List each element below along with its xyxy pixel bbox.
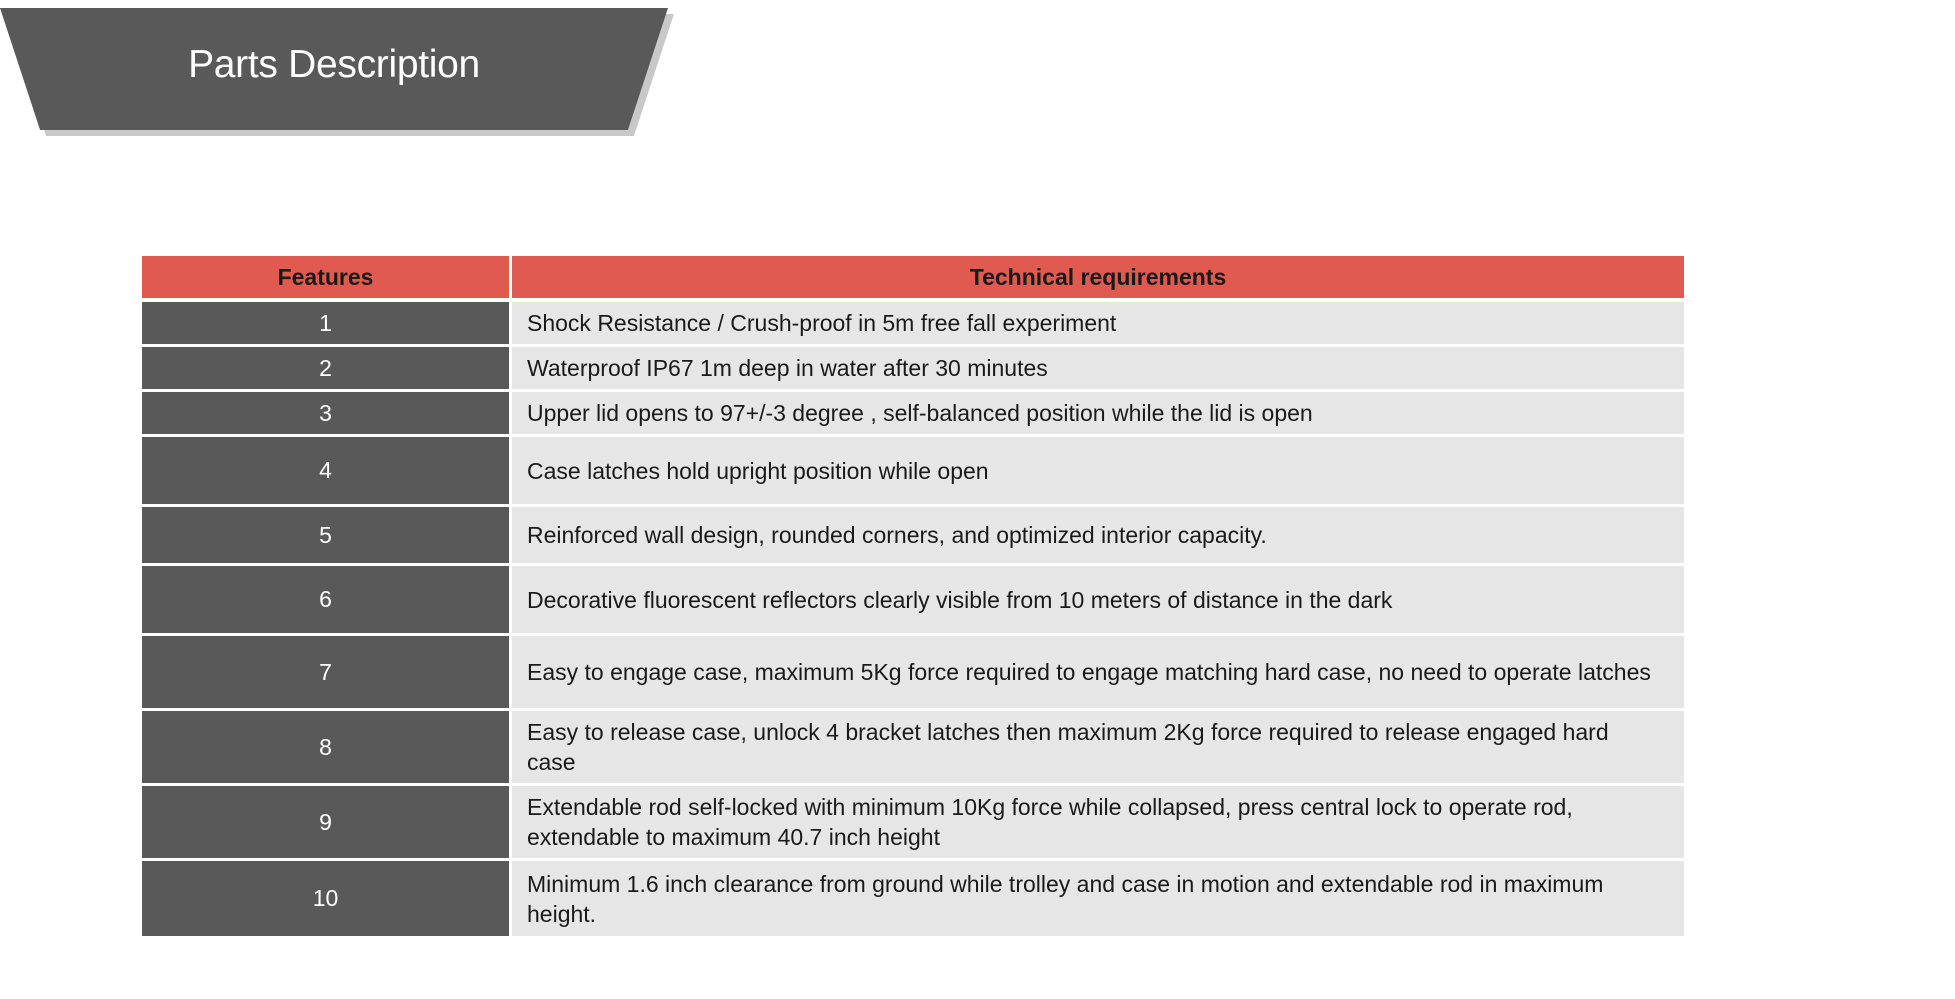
feature-number: 3 [142, 392, 512, 437]
requirement-text: Extendable rod self-locked with minimum 10Kg force while collapsed, press central lock to operate rod, extendable to maximum 40.7 inch height [512, 786, 1684, 861]
table-row [142, 347, 1684, 392]
table-row [142, 437, 1684, 507]
requirements-header: Technical requirements [512, 256, 1684, 302]
parts-table [142, 256, 1684, 936]
requirement-text: Minimum 1.6 inch clearance from ground while trolley and case in motion and extendable rod in maximum height. [512, 861, 1684, 936]
table-row [142, 636, 1684, 711]
table-row [142, 507, 1684, 566]
table-row [142, 711, 1684, 786]
feature-number: 10 [142, 861, 512, 936]
feature-number: 5 [142, 507, 512, 566]
table-row [142, 302, 1684, 347]
feature-number: 1 [142, 302, 512, 347]
feature-number: 4 [142, 437, 512, 507]
requirement-text: Decorative fluorescent reflectors clearly visible from 10 meters of distance in the dark [512, 566, 1684, 636]
requirement-text: Case latches hold upright position while open [512, 437, 1684, 507]
feature-number: 8 [142, 711, 512, 786]
table-header-row [142, 256, 1684, 302]
table-row [142, 566, 1684, 636]
feature-number: 7 [142, 636, 512, 711]
feature-number: 6 [142, 566, 512, 636]
feature-number: 2 [142, 347, 512, 392]
requirement-text: Upper lid opens to 97+/-3 degree , self-balanced position while the lid is open [512, 392, 1684, 437]
requirement-text: Easy to engage case, maximum 5Kg force required to engage matching hard case, no need to operate latches [512, 636, 1684, 711]
table-row [142, 786, 1684, 861]
table-row [142, 392, 1684, 437]
requirement-text: Reinforced wall design, rounded corners, and optimized interior capacity. [512, 507, 1684, 566]
page-title: Parts Description [188, 43, 480, 86]
requirement-text: Easy to release case, unlock 4 bracket latches then maximum 2Kg force required to release engaged hard case [512, 711, 1684, 786]
table-row [142, 861, 1684, 936]
requirement-text: Waterproof IP67 1m deep in water after 30 minutes [512, 347, 1684, 392]
requirement-text: Shock Resistance / Crush-proof in 5m free fall experiment [512, 302, 1684, 347]
feature-number: 9 [142, 786, 512, 861]
features-header: Features [142, 256, 512, 302]
